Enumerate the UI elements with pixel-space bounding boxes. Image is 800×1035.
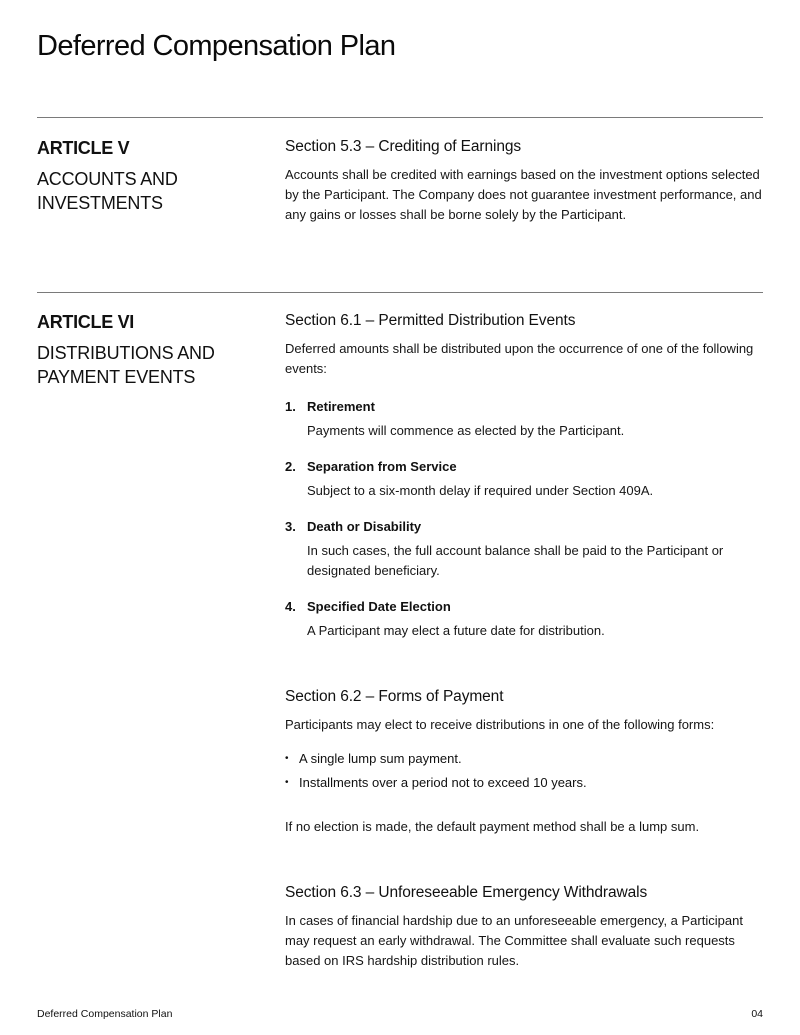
item-description: Subject to a six-month delay if required under Section 409A. bbox=[307, 483, 654, 498]
divider bbox=[37, 117, 763, 118]
section-body: Accounts shall be credited with earnings based on the investment options selected by the Participant. The Company does not guarantee investment performance, and any gains or losses shall be borne solely by the Participant. bbox=[285, 167, 762, 222]
list-item bbox=[285, 749, 763, 769]
item-title: Separation from Service bbox=[307, 459, 457, 474]
section-title: Section 6.3 – Unforeseeable Emergency Withdrawals bbox=[285, 884, 648, 901]
article-body bbox=[285, 311, 763, 971]
article-heading bbox=[37, 311, 267, 389]
section-body: In cases of financial hardship due to an unforeseeable emergency, a Participant may request an early withdrawal. The Committee shall evaluate such requests based on IRS hardship distribution rules. bbox=[285, 913, 743, 968]
list-item bbox=[285, 597, 763, 641]
article-name: DISTRIBUTIONS AND PAYMENT EVENTS bbox=[37, 343, 215, 387]
payment-forms-list bbox=[285, 749, 763, 793]
item-text: A single lump sum payment. bbox=[299, 751, 462, 766]
section-body: Deferred amounts shall be distributed upon the occurrence of one of the following events: bbox=[285, 341, 754, 376]
item-title: Retirement bbox=[307, 399, 375, 414]
article-body bbox=[285, 137, 763, 225]
item-number: 3. bbox=[285, 519, 296, 534]
item-title: Specified Date Election bbox=[307, 599, 451, 614]
list-item bbox=[285, 397, 763, 441]
list-item bbox=[285, 457, 763, 501]
bullet-icon: • bbox=[285, 753, 289, 764]
item-description: A Participant may elect a future date for distribution. bbox=[307, 623, 605, 638]
section-6-3 bbox=[285, 883, 763, 971]
section-title: Section 5.3 – Crediting of Earnings bbox=[285, 138, 522, 155]
item-number: 2. bbox=[285, 459, 296, 474]
section-title: Section 6.2 – Forms of Payment bbox=[285, 688, 504, 705]
article-heading bbox=[37, 137, 267, 215]
section-body: Participants may elect to receive distributions in one of the following forms: bbox=[285, 717, 715, 732]
section-title: Section 6.1 – Permitted Distribution Events bbox=[285, 312, 576, 329]
section-6-2 bbox=[285, 687, 763, 837]
section-5-3 bbox=[285, 137, 763, 225]
footer-document-title: Deferred Compensation Plan bbox=[37, 1008, 173, 1020]
item-description: In such cases, the full account balance shall be paid to the Participant or designated beneficiary. bbox=[307, 543, 724, 578]
item-number: 1. bbox=[285, 399, 296, 414]
list-item bbox=[285, 773, 763, 793]
footer-page-number: 04 bbox=[751, 1008, 763, 1020]
item-title: Death or Disability bbox=[307, 519, 422, 534]
divider bbox=[37, 292, 763, 293]
item-description: Payments will commence as elected by the Participant. bbox=[307, 423, 625, 438]
list-item bbox=[285, 517, 763, 581]
section-note: If no election is made, the default payment method shall be a lump sum. bbox=[285, 819, 700, 834]
section-6-1 bbox=[285, 311, 763, 641]
article-number: ARTICLE V bbox=[37, 138, 130, 158]
item-text: Installments over a period not to exceed 10 years. bbox=[299, 775, 587, 790]
article-number: ARTICLE VI bbox=[37, 312, 135, 332]
distribution-events-list bbox=[285, 397, 763, 641]
article-name: ACCOUNTS AND INVESTMENTS bbox=[37, 169, 178, 213]
document-title: Deferred Compensation Plan bbox=[37, 30, 396, 62]
item-number: 4. bbox=[285, 599, 296, 614]
bullet-icon: • bbox=[285, 777, 289, 788]
